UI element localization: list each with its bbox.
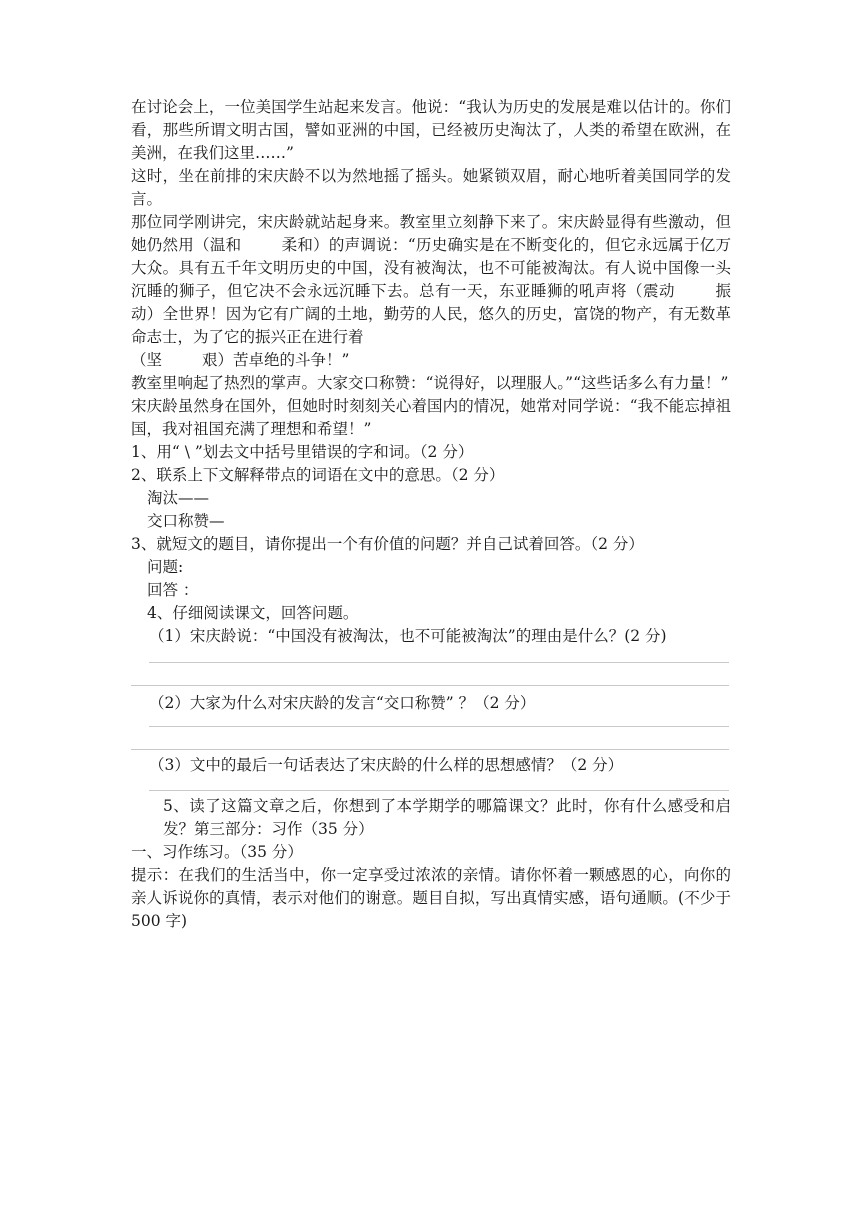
exam-page bbox=[131, 96, 736, 933]
question-2-item-jiaokou: 交口称赞— bbox=[147, 512, 225, 530]
question-4-2: （2）大家为什么对宋庆龄的发言“交口称赞” ？（2 分） bbox=[149, 694, 536, 712]
writing-prompt: 提示：在我们的生活当中，你一定享受过浓浓的亲情。请你怀着一颗感恩的心，向你的亲人诉说你的真情，表示对他们的谢意。题目自拟，写出真情实感，语句通顺。(不少于 500 字) bbox=[131, 866, 736, 930]
question-4: 4、仔细阅读课文，回答问题。 bbox=[147, 604, 359, 622]
question-2: 2、联系上下文解释带点的词语在文中的意思。（2 分） bbox=[131, 466, 505, 484]
passage-paragraph-4: 教室里响起了热烈的掌声。大家交口称赞：“说得好，以理服人。”“这些话多么有力量！” bbox=[131, 374, 729, 392]
writing-section-title: 一、习作练习。（35 分） bbox=[131, 843, 303, 861]
passage-paragraph-3 bbox=[131, 211, 731, 372]
question-4-3: （3）文中的最后一句话表达了宋庆龄的什么样的思想感情？（2 分） bbox=[149, 756, 624, 774]
question-4-1: （1）宋庆龄说：“中国没有被淘汰，也不可能被淘汰”的理由是什么？(2 分) bbox=[149, 627, 667, 645]
question-3-question-label: 问题: bbox=[147, 558, 184, 576]
passage-p3-part-e: 艰）苦卓绝的斗争！” bbox=[202, 351, 350, 369]
passage-p3-part-a: 那位同学刚讲完，宋庆龄就站起身来。教室里立刻静下来了。宋庆龄显得有些激动，但她仍然用（温和 bbox=[131, 213, 731, 254]
passage-paragraph-1: 在讨论会上，一位美国学生站起来发言。他说：“我认为历史的发展是难以估计的。你们看，那些所谓文明古国，譬如亚洲的中国，已经被历史淘汰了，人类的希望在欧洲，在美洲，在我们这里……” bbox=[131, 98, 731, 162]
passage-p3-part-b: 柔和）的声调说：“历史确实是在不断变化的，但它永远属于亿万大众。具有五千年文明历史的中国，没有被淘汰，也不可能被淘汰。有人说中国像一头沉睡的狮子，但它决不会永远沉睡下去。总有一天，东亚睡狮的吼声将（震动 bbox=[131, 236, 731, 300]
question-3: 3、就短文的题目，请你提出一个有价值的问题？并自己试着回答。（2 分） bbox=[131, 535, 644, 553]
passage-paragraph-2: 这时，坐在前排的宋庆龄不以为然地摇了摇头。她紧锁双眉，耐心地听着美国同学的发言。 bbox=[131, 167, 731, 208]
question-1: 1、用“ \ ”划去文中括号里错误的字和词。（2 分） bbox=[131, 443, 474, 461]
question-2-item-taotai: 淘汰—— bbox=[147, 489, 210, 507]
passage-paragraph-5: 宋庆龄虽然身在国外，但她时时刻刻关心着国内的情况，她常对同学说：“我不能忘掉祖国，我对祖国充满了理想和希望！” bbox=[131, 397, 731, 438]
passage-p3-part-d: （坚 bbox=[131, 351, 163, 369]
question-3-answer-label: 回答 ： bbox=[147, 581, 199, 599]
passage-p3-part-c: 振动）全世界！因为它有广阔的土地，勤劳的人民，悠久的历史，富饶的物产，有无数革命志士，为了它的振兴正在进行着 bbox=[131, 282, 731, 346]
question-5: 5、读了这篇文章之后，你想到了本学期学的哪篇课文？此时，你有什么感受和启发？第三部分：习作（35 分） bbox=[163, 797, 731, 838]
